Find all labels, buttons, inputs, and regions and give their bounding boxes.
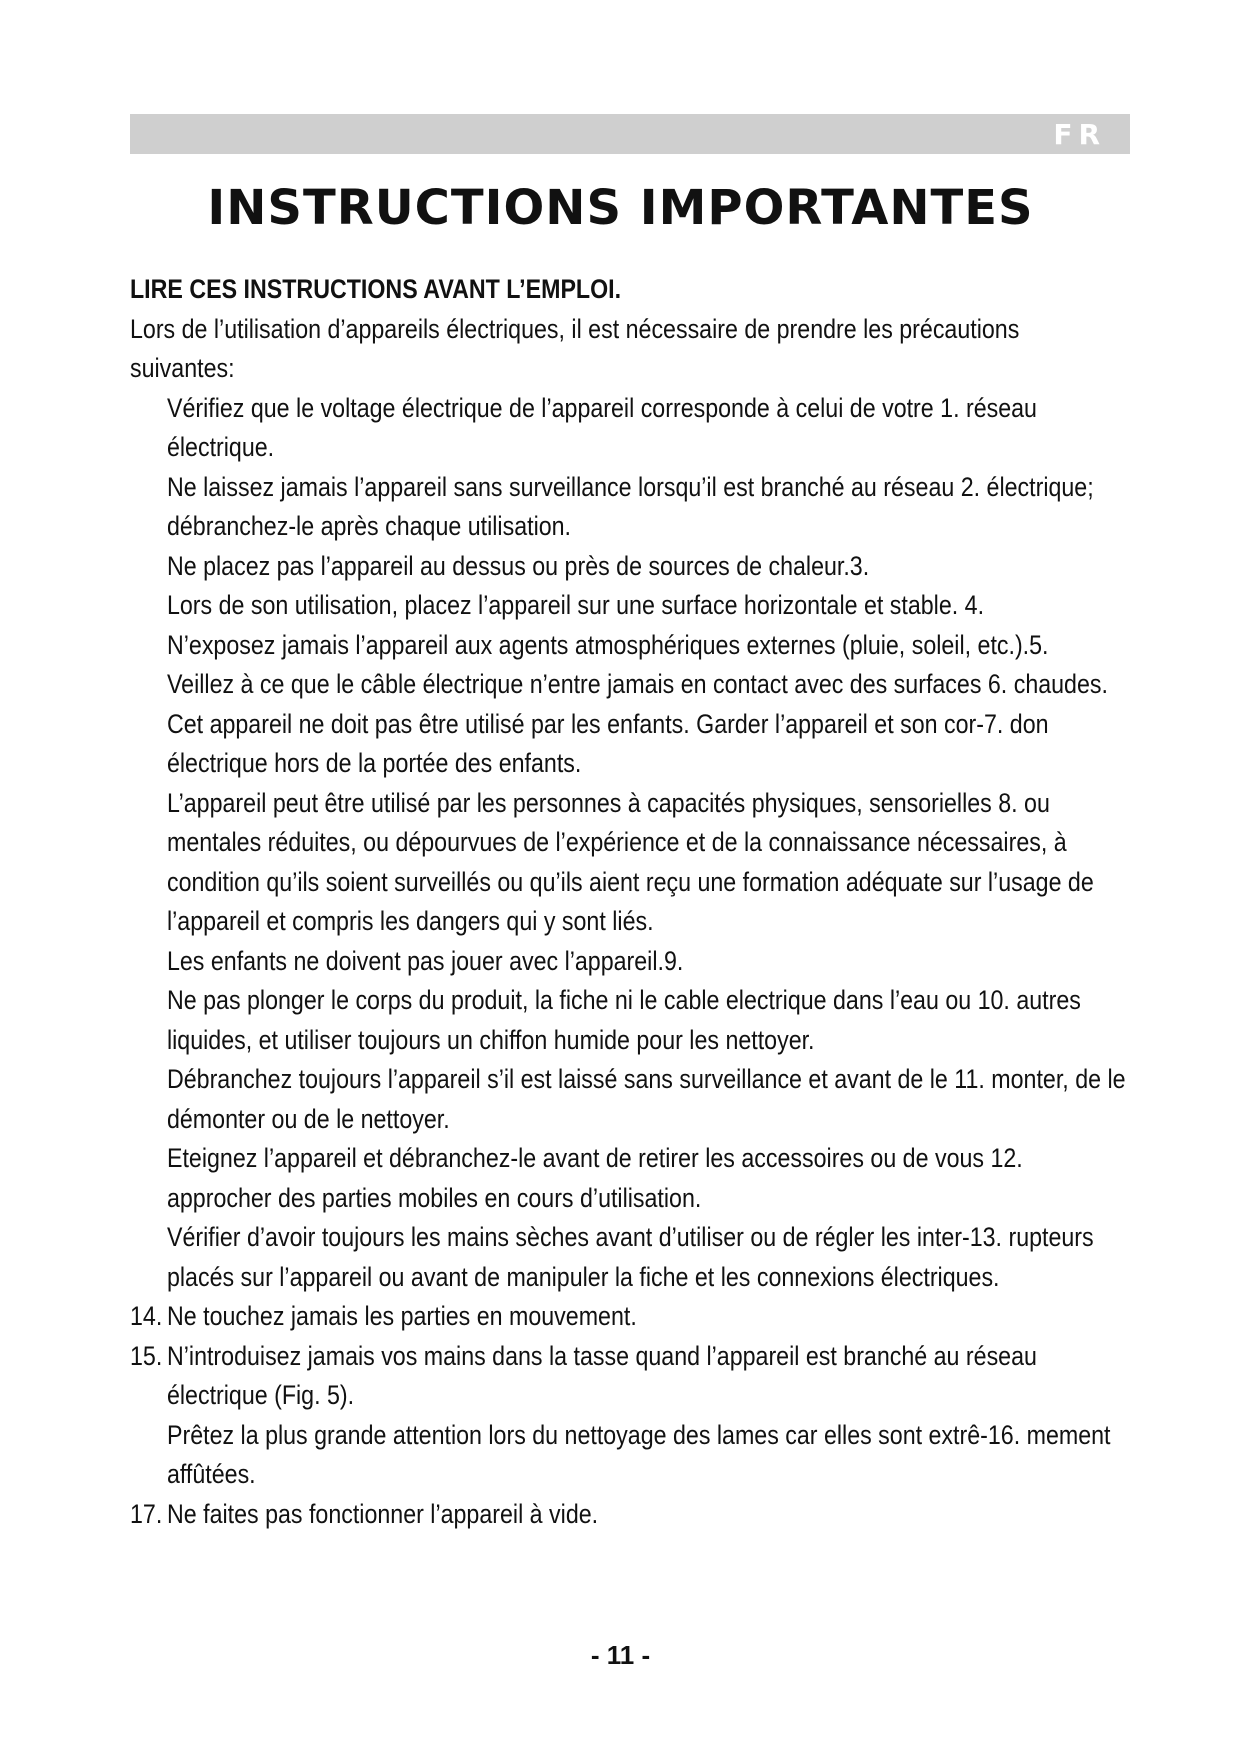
list-item — [130, 547, 1130, 587]
list-item — [130, 586, 1130, 626]
list-item — [130, 1337, 1130, 1416]
item-text: Eteignez l’appareil et débranchez-le avant de retirer les accessoires ou de vous 12. approcher des parties mobiles en cours d’utilisation. — [166, 1143, 1023, 1213]
item-number: 17. — [130, 1498, 163, 1529]
item-text: Veillez à ce que le câble électrique n’entre jamais en contact avec des surfaces 6. chaudes. — [166, 669, 1108, 699]
item-text: Cet appareil ne doit pas être utilisé par les enfants. Garder l’appareil et son cor-7. don électrique hors de la portée des enfants. — [166, 708, 1049, 778]
list-item — [130, 1139, 1130, 1218]
item-text: Vérifier d’avoir toujours les mains sèches avant d’utiliser ou de régler les inter-13. rupteurs placés sur l’appareil ou avant de manipuler la fiche et les connexions électriques. — [166, 1222, 1094, 1292]
item-text: Débranchez toujours l’appareil s’il est laissé sans surveillance et avant de le 11. monter, de le démonter ou de le nettoyer. — [166, 1064, 1126, 1134]
item-text: Les enfants ne doivent pas jouer avec l’appareil.9. — [166, 945, 684, 976]
page-title: INSTRUCTIONS IMPORTANTES — [207, 180, 1034, 236]
item-text: Ne placez pas l’appareil au dessus ou près de sources de chaleur.3. — [166, 550, 870, 581]
item-text: N’exposez jamais l’appareil aux agents atmosphériques externes (pluie, soleil, etc.).5. — [166, 629, 1049, 660]
item-text: N’introduisez jamais vos mains dans la tasse quand l’appareil est branché au réseau électrique (Fig. 5). — [166, 1340, 1037, 1410]
item-text: Ne pas plonger le corps du produit, la fiche ni le cable electrique dans l’eau ou 10. autres liquides, et utiliser toujours un chiffon humide pour les nettoyer. — [166, 985, 1081, 1055]
list-item — [130, 784, 1130, 942]
item-text: Prêtez la plus grande attention lors du nettoyage des lames car elles sont extrê-16. mement affûtées. — [166, 1419, 1111, 1489]
item-text: Ne touchez jamais les parties en mouvement. — [166, 1301, 637, 1331]
item-text: Vérifiez que le voltage électrique de l’appareil corresponde à celui de votre 1. réseau électrique. — [166, 392, 1037, 462]
item-text: Ne laissez jamais l’appareil sans surveillance lorsqu’il est branché au réseau 2. électrique; débranchez-le après chaque utilisation. — [166, 471, 1094, 541]
instructions-list — [130, 389, 1130, 1535]
intro-paragraph: Lors de l’utilisation d’appareils électriques, il est nécessaire de prendre les précautions suivantes: — [130, 313, 1020, 383]
item-number: 14. — [130, 1301, 163, 1331]
item-text: Ne faites pas fonctionner l’appareil à vide. — [166, 1498, 599, 1529]
language-code: FR — [1053, 118, 1106, 151]
list-item — [130, 1495, 1130, 1535]
list-item — [130, 981, 1130, 1060]
list-item — [130, 665, 1130, 705]
instructions-body — [130, 270, 1130, 1534]
page-number: - 11 - — [590, 1640, 651, 1670]
list-item — [130, 1416, 1130, 1495]
list-item — [130, 942, 1130, 982]
subheading: LIRE CES INSTRUCTIONS AVANT L’EMPLOI. — [130, 274, 622, 304]
item-text: L’appareil peut être utilisé par les personnes à capacités physiques, sensorielles 8. ou mentales réduites, ou dépourvues de l’expérience et de la connaissance nécessaires, à condition qu’ils soient surveillés ou qu’ils aient reçu une formation adéquate sur l’usage de l’appareil et compris les dangers qui y sont liés. — [166, 787, 1094, 936]
list-item — [130, 1060, 1130, 1139]
list-item — [130, 1218, 1130, 1297]
list-item — [130, 468, 1130, 547]
language-bar — [130, 114, 1130, 154]
list-item — [130, 626, 1130, 666]
list-item — [130, 705, 1130, 784]
item-number: 15. — [130, 1340, 163, 1371]
list-item — [130, 389, 1130, 468]
list-item — [130, 1297, 1130, 1337]
item-text: Lors de son utilisation, placez l’appareil sur une surface horizontale et stable. 4. — [166, 590, 985, 620]
